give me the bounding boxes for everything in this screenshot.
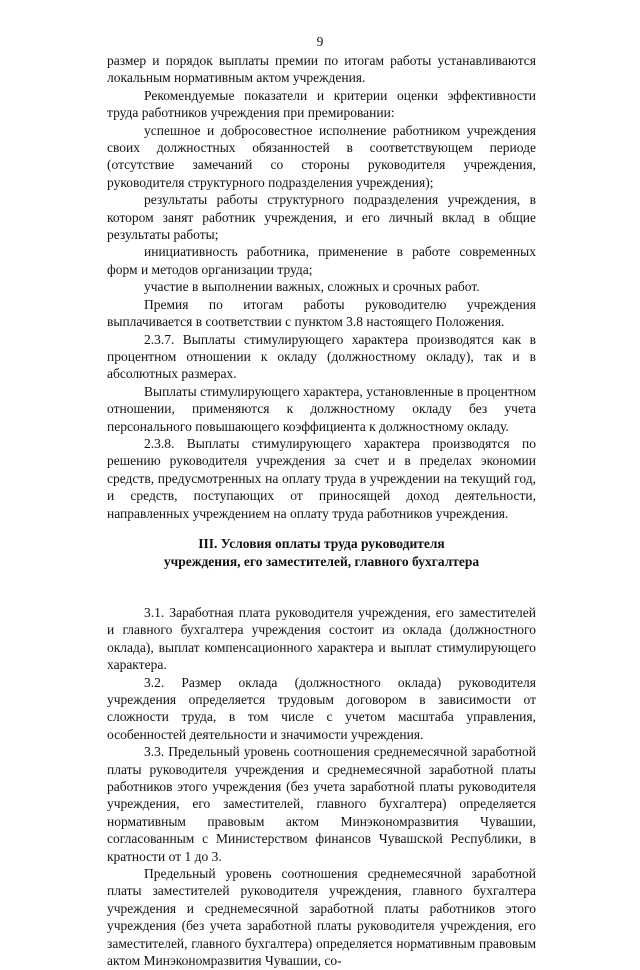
paragraph: 2.3.7. Выплаты стимулирующего характера производятся как в процентном отношении к окладу (должностному окладу), так и в абсолютных размерах. xyxy=(107,331,536,382)
paragraph: результаты работы структурного подразделения учреждения, в котором занят работник учреждения, и его личный вклад в общие результаты работы; xyxy=(107,192,536,243)
document-body xyxy=(107,52,536,970)
paragraph: Рекомендуемые показатели и критерии оценки эффективности труда работников учреждения при премировании: xyxy=(107,87,536,121)
paragraph: участие в выполнении важных, сложных и срочных работ. xyxy=(144,279,480,295)
paragraph: Премия по итогам работы руководителю учреждения выплачивается в соответствии с пунктом 3.8 настоящего Положения. xyxy=(107,296,536,330)
paragraph: 3.3. Предельный уровень соотношения среднемесячной заработной платы руководителя учреждения и среднемесячной заработной платы работников этого учреждения (без учета заработной платы руководителя учреждения, его заместителей, главного бухгалтера) определяется нормативным правовым актом Минэкономразвития Чувашии, согласованным с Министерством финансов Чувашской Республики, в кратности от 1 до 3. xyxy=(107,744,536,864)
page-number: 9 xyxy=(316,34,324,49)
section-heading-line-1: III. Условия оплаты труда руководителя xyxy=(198,535,445,551)
paragraph: 2.3.8. Выплаты стимулирующего характера производятся по решению руководителя учреждения за счет и в пределах экономии средств, предусмотренных на оплату труда в учреждении на текущий год, и средств, поступающих от приносящей доход деятельности, направленных учреждением на оплату труда работников учреждения. xyxy=(107,435,536,521)
section-heading xyxy=(107,535,536,571)
paragraph: размер и порядок выплаты премии по итогам работы устанавливаются локальным нормативным актом учреждения. xyxy=(107,53,536,86)
section-heading-line-2: учреждения, его заместителей, главного бухгалтера xyxy=(163,553,480,569)
paragraph: Предельный уровень соотношения среднемесячной заработной платы заместителей руководителя учреждения, главного бухгалтера учреждения и среднемесячной заработной платы работников этого учреждения (без учета заработной платы руководителя учреждения, его заместителей, главного бухгалтера) определяется нормативным правовым актом Минэкономразвития Чувашии, со- xyxy=(107,866,536,969)
paragraph: успешное и добросовестное исполнение работником учреждения своих должностных обязанностей в соответствующем периоде (отсутствие замечаний со стороны руководителя учреждения, руководителя структурного подразделения учреждения); xyxy=(107,122,536,190)
paragraph: 3.1. Заработная плата руководителя учреждения, его заместителей и главного бухгалтера учреждения состоит из оклада (должностного оклада), выплат компенсационного характера и выплат стимулирующего характера. xyxy=(107,604,536,673)
paragraph: Выплаты стимулирующего характера, установленные в процентном отношении, применяются к должностному окладу без учета персонального повышающего коэффициента к должностному окладу. xyxy=(107,383,536,434)
paragraph: 3.2. Размер оклада (должностного оклада) руководителя учреждения определяется трудовым договором в зависимости от сложности труда, в том числе с учетом масштаба управления, особенностей деятельности и значимости учреждения. xyxy=(107,674,536,742)
paragraph: инициативность работника, применение в работе современных форм и методов организации труда; xyxy=(107,244,536,277)
